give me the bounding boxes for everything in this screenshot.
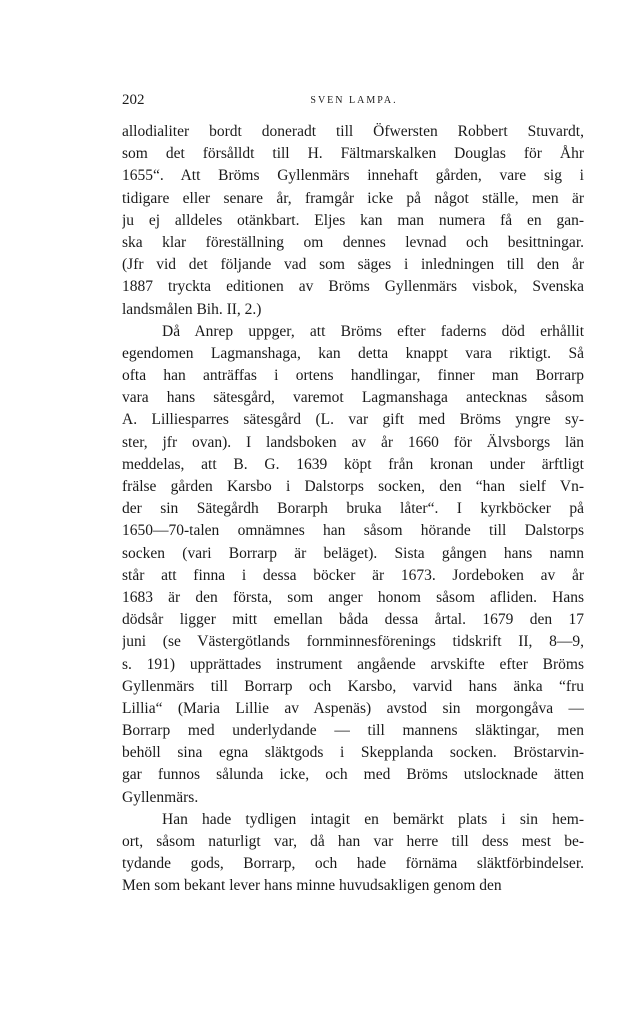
text-line: ofta han anträffas i ortens handlingar, finner man Borrarp bbox=[122, 367, 584, 385]
text-line: 1683 är den första, som anger honom såsom afliden. Hans bbox=[122, 588, 584, 606]
text-line: (Jfr vid det följande vad som säges i inledningen till den år bbox=[122, 256, 584, 274]
text-line: ska klar föreställning om dennes levnad och besittningar. bbox=[122, 233, 584, 251]
text-line: ju ej alldeles otänkbart. Eljes kan man numera få en gan- bbox=[122, 211, 584, 229]
text-line: dödsår ligger mitt emellan båda dessa årtal. 1679 den 17 bbox=[122, 611, 584, 629]
text-line: Lillia“ (Maria Lillie av Aspenäs) avstod sin morgongåva — bbox=[122, 699, 584, 717]
text-line: står att finna i dessa böcker är 1673. Jordeboken av år bbox=[122, 566, 584, 584]
text-line: Gyllenmärs. bbox=[122, 788, 199, 806]
text-line: meddelas, att B. G. 1639 köpt från kronan under ärftligt bbox=[122, 455, 584, 473]
text-line: tidigare eller senare år, framgår icke på något ställe, men är bbox=[122, 189, 584, 207]
text-line: gar funnos sålunda icke, och med Bröms utslocknade ätten bbox=[122, 766, 584, 784]
paragraph bbox=[122, 809, 584, 898]
text-line: ster, jfr ovan). I landsboken av år 1660 för Älvsborgs län bbox=[122, 433, 584, 451]
text-line: landsmålen Bih. II, 2.) bbox=[122, 300, 262, 318]
text-line: A. Lilliesparres sätesgård (L. var gift med Bröms yngre sy- bbox=[122, 411, 584, 429]
paragraph bbox=[122, 121, 584, 321]
text-line: frälse gården Karsbo i Dalstorps socken, den “han sielf Vn- bbox=[122, 478, 584, 495]
text-line: Gyllenmärs till Borrarp och Karsbo, varvid hans änka “fru bbox=[122, 677, 584, 695]
text-line: socken (vari Borrarp är beläget). Sista gången hans namn bbox=[122, 544, 584, 562]
text-line: der sin Sätegårdh Borarph bruka låter“. I kyrkböcker på bbox=[122, 500, 584, 518]
text-line: Borrarp med underlydande — till mannens släktingar, men bbox=[122, 722, 584, 740]
text-line: behöll sina egna släktgods i Skepplanda socken. Bröstarvin- bbox=[122, 744, 584, 762]
page-header bbox=[122, 92, 586, 112]
text-line: ort, såsom naturligt var, då han var herre till dess mest be- bbox=[122, 833, 584, 850]
text-line: vara hans sätesgård, varemot Lagmanshaga antecknas såsom bbox=[122, 389, 584, 407]
text-line: Då Anrep uppger, att Bröms efter faderns död erhållit bbox=[162, 322, 584, 340]
page-number: 202 bbox=[122, 92, 145, 108]
text-line: juni (se Västergötlands fornminnesförenings tidskrift II, 8—9, bbox=[122, 633, 584, 651]
text-line: egendomen Lagmanshaga, kan detta knappt vara riktigt. Så bbox=[122, 344, 584, 362]
text-line: Men som bekant lever hans minne huvudsakligen genom den bbox=[122, 877, 502, 895]
text-line: 1650—70-talen omnämnes han såsom hörande till Dalstorps bbox=[122, 522, 584, 540]
text-line: Han hade tydligen intagit en bemärkt plats i sin hem- bbox=[162, 810, 584, 828]
text-line: tydande gods, Borrarp, och hade förnäma släktförbindelser. bbox=[122, 855, 584, 873]
text-line: s. 191) upprättades instrument angående arvskifte efter Bröms bbox=[122, 655, 584, 673]
text-line: som det försålldt till H. Fältmarskalken Douglas för Åhr bbox=[122, 145, 584, 163]
body-text bbox=[122, 121, 584, 898]
paragraph bbox=[122, 321, 584, 809]
text-line: allodialiter bordt doneradt till Öfwersten Robbert Stuvardt, bbox=[122, 123, 584, 140]
text-line: 1887 tryckta editionen av Bröms Gyllenmärs visbok, Svenska bbox=[122, 278, 584, 296]
text-line: 1655“. Att Bröms Gyllenmärs innehaft gården, vare sig i bbox=[122, 167, 584, 185]
running-head: SVEN LAMPA. bbox=[310, 95, 398, 106]
